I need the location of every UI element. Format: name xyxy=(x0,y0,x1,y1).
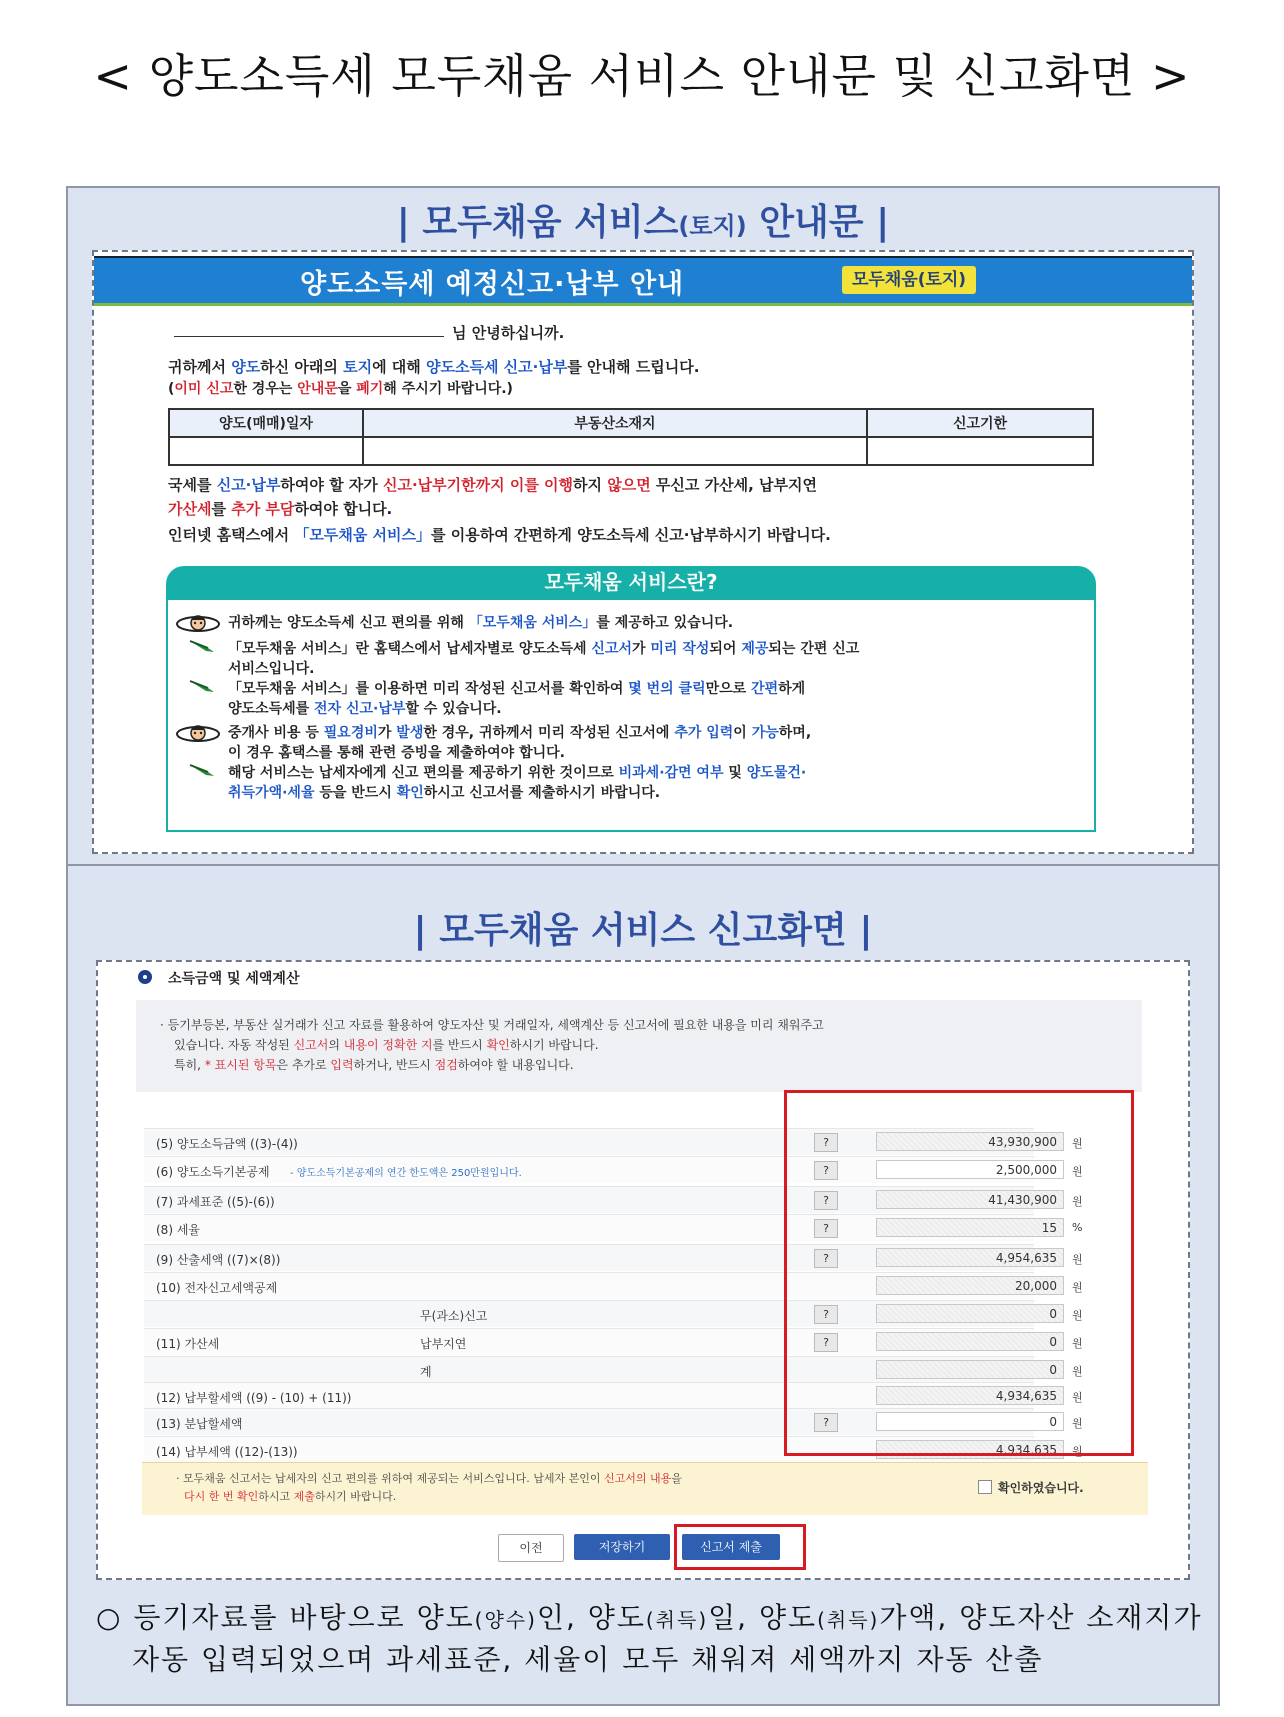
text-segment: 을 xyxy=(671,1472,682,1485)
amount-field: 43,930,900 xyxy=(876,1132,1064,1151)
amount-field: 0 xyxy=(876,1360,1064,1379)
text-segment: 귀하께서 xyxy=(168,358,232,376)
text-segment: 하여야 할 내용입니다. xyxy=(457,1058,574,1072)
text-segment: 중개사 비용 등 xyxy=(228,725,324,741)
service-item-line xyxy=(228,658,314,678)
text-segment: 이미 신고 xyxy=(174,381,234,397)
text-segment: 양도물건· xyxy=(746,765,807,781)
text-segment: 를 안내해 드립니다. xyxy=(567,358,700,376)
text-segment: 확인 xyxy=(486,1038,510,1052)
table-header-date: 양도(매매)일자 xyxy=(169,409,363,437)
help-button[interactable]: ? xyxy=(814,1305,838,1324)
row-label: (11) 가산세 xyxy=(156,1337,220,1351)
amount-field: 4,934,635 xyxy=(876,1386,1064,1405)
row-label: (13) 분납할세액 xyxy=(156,1417,243,1431)
confirm-line-2 xyxy=(184,1488,396,1504)
table-cell-location xyxy=(363,437,867,465)
unit-label: 원 xyxy=(1072,1365,1083,1378)
text-segment: 을 xyxy=(337,381,357,397)
text-segment: 및 xyxy=(723,765,747,781)
unit-label: 원 xyxy=(1072,1337,1083,1350)
amount-field[interactable]: 2,500,000 xyxy=(876,1160,1064,1179)
confirm-line-1 xyxy=(176,1470,682,1486)
warning-line-3 xyxy=(168,524,831,545)
info-line-3 xyxy=(174,1056,574,1073)
text-segment: 하거나, 반드시 xyxy=(353,1058,435,1072)
row-label: (8) 세율 xyxy=(156,1223,200,1237)
row-label: (7) 과세표준 ((5)-(6)) xyxy=(156,1195,275,1209)
table-cell-date xyxy=(169,437,363,465)
text-segment: (취득) xyxy=(817,1608,880,1632)
unit-label: 원 xyxy=(1072,1253,1083,1266)
report-section-title: | 모두채움 서비스 신고화면 | xyxy=(413,910,873,951)
text-segment: ○ 등기자료를 바탕으로 양도 xyxy=(96,1601,475,1634)
text-segment: (취득) xyxy=(645,1608,709,1632)
text-segment: 몇 번의 클릭 xyxy=(628,681,706,697)
amount-field: 0 xyxy=(876,1304,1064,1323)
text-segment: 은 추가로 xyxy=(276,1058,331,1072)
unit-label: 원 xyxy=(1072,1417,1083,1430)
text-segment: 전자 신고·납부 xyxy=(314,701,406,717)
text-segment: 가능 xyxy=(751,725,779,741)
text-segment: 하시기 바랍니다. xyxy=(314,1490,397,1503)
unit-label: 원 xyxy=(1072,1309,1083,1322)
table-header-deadline: 신고기한 xyxy=(867,409,1093,437)
text-segment: 양도소득세를 xyxy=(228,701,315,717)
text-segment: 제공 xyxy=(741,641,769,657)
text-segment: 신고서의 내용 xyxy=(604,1472,672,1485)
text-segment: 서비스입니다. xyxy=(228,661,315,677)
notice-table xyxy=(168,408,1094,466)
submit-button[interactable]: 신고서 제출 xyxy=(682,1534,780,1560)
text-segment: 해당 서비스는 납세자에게 신고 편의를 제공하기 위한 것이므로 xyxy=(228,765,619,781)
text-segment: 「모두채움 서비스」란 홈택스에서 납세자별로 양도소득세 xyxy=(228,641,592,657)
help-button[interactable]: ? xyxy=(814,1249,838,1268)
highlight-box xyxy=(784,1090,1134,1456)
amount-field[interactable]: 0 xyxy=(876,1412,1064,1431)
text-segment: 하시고 xyxy=(258,1490,294,1503)
row-sublabel: 납부지연 xyxy=(420,1337,467,1351)
row-label: (6) 양도소득기본공제 xyxy=(156,1165,270,1179)
text-segment: 등을 반드시 xyxy=(314,785,397,801)
text-segment: 한 경우는 xyxy=(233,381,298,397)
text-segment: 의 xyxy=(328,1038,344,1052)
text-segment: 폐기 xyxy=(356,381,384,397)
text-segment: 「모두채움 서비스」 xyxy=(294,526,432,544)
calc-header: 소득금액 및 세액계산 xyxy=(168,971,300,987)
submit-highlight-box xyxy=(674,1524,806,1570)
text-segment: 특히, xyxy=(174,1058,205,1072)
prev-button[interactable]: 이전 xyxy=(498,1534,564,1562)
text-segment: 해 주시기 바랍니다.) xyxy=(383,381,513,397)
notice-section-title xyxy=(66,194,1220,245)
amount-field: 20,000 xyxy=(876,1276,1064,1295)
help-button[interactable]: ? xyxy=(814,1333,838,1352)
text-segment: 확인 xyxy=(396,785,424,801)
text-segment: 취득가액·세율 xyxy=(228,785,315,801)
text-segment: 다시 한 번 확인 xyxy=(184,1490,259,1503)
text-segment: 만으로 xyxy=(705,681,752,697)
service-title: 모두채움 서비스란? xyxy=(166,566,1096,598)
pen-icon xyxy=(188,678,216,698)
unit-label: 원 xyxy=(1072,1137,1083,1150)
text-segment: 하여야 할 자가 xyxy=(280,476,383,494)
service-item-line xyxy=(228,678,805,698)
text-segment: 하신 아래의 xyxy=(260,358,344,376)
save-button[interactable]: 저장하기 xyxy=(574,1534,670,1560)
help-button[interactable]: ? xyxy=(814,1413,838,1432)
unit-label: 원 xyxy=(1072,1195,1083,1208)
text-segment: 인터넷 홈택스에서 xyxy=(168,526,295,544)
warning-line-2 xyxy=(168,498,392,519)
notice-line-1 xyxy=(168,356,699,377)
service-item-line xyxy=(228,722,811,742)
text-segment: 하여야 합니다. xyxy=(294,500,393,518)
service-item-line xyxy=(228,638,859,658)
text-segment: 신고서 xyxy=(591,641,632,657)
help-button[interactable]: ? xyxy=(814,1191,838,1210)
text-segment: 에 대해 xyxy=(372,358,426,376)
pen-icon xyxy=(188,762,216,782)
text-segment: 국세를 xyxy=(168,476,217,494)
text-segment: 되는 간편 신고 xyxy=(768,641,860,657)
text-segment: 않으면 xyxy=(607,476,651,494)
row-note: - 양도소득기본공제의 연간 한도액은 250만원입니다. xyxy=(290,1168,522,1179)
text-segment: 인, 양도 xyxy=(536,1601,646,1634)
pen-icon xyxy=(188,638,216,658)
unit-label: 원 xyxy=(1072,1281,1083,1294)
help-button[interactable]: ? xyxy=(814,1161,838,1180)
text-segment: 양도소득세 신고·납부 xyxy=(425,358,568,376)
help-button[interactable]: ? xyxy=(814,1133,838,1152)
amount-field: 15 xyxy=(876,1218,1064,1237)
service-item-line xyxy=(228,612,733,632)
text-segment: 안내문 xyxy=(297,381,338,397)
unit-label: % xyxy=(1072,1221,1083,1234)
text-segment: 한 경우, 귀하께서 미리 작성된 신고서에 xyxy=(423,725,675,741)
text-segment: 가산세 xyxy=(168,500,212,518)
text-segment: 가 xyxy=(632,641,651,657)
notice-header: 양도소득세 예정신고·납부 안내 xyxy=(300,269,685,300)
text-segment: 이 경우 홈택스를 통해 관련 증빙을 제출하여야 합니다. xyxy=(228,745,565,761)
text-segment: 제출 xyxy=(293,1490,315,1503)
text-segment: 귀하께는 양도소득세 신고 편의를 위해 xyxy=(228,615,469,631)
text-segment: 를 제공하고 있습니다. xyxy=(596,615,734,631)
row-label: (9) 산출세액 ((7)×(8)) xyxy=(156,1253,281,1267)
text-segment: 토지 xyxy=(343,358,373,376)
text-segment: 양도 xyxy=(231,358,261,376)
unit-label: 원 xyxy=(1072,1391,1083,1404)
text-segment: 신고·납부 xyxy=(216,476,281,494)
name-blank-line xyxy=(174,336,444,337)
notice-line-2 xyxy=(168,378,513,398)
service-item-line xyxy=(228,762,806,782)
table-cell-deadline xyxy=(867,437,1093,465)
text-segment: ( xyxy=(168,381,175,397)
text-segment: 하시기 바랍니다. xyxy=(509,1038,599,1052)
text-segment: 내용이 정확한 지 xyxy=(343,1038,433,1052)
row-sublabel: 계 xyxy=(420,1365,432,1379)
text-segment: 하지 xyxy=(573,476,608,494)
text-segment: (양수) xyxy=(474,1608,537,1632)
info-line-1: · 등기부등본, 부동산 실거래가 신고 자료를 활용하여 양도자산 및 거래일자, 세액계산 등 신고서에 필요한 내용을 미리 채워주고 xyxy=(160,1018,824,1032)
notice-badge: 모두채움(토지) xyxy=(842,266,976,294)
face-icon xyxy=(176,612,220,638)
text-segment: 를 xyxy=(211,500,232,518)
text-segment: 하게 xyxy=(778,681,806,697)
text-segment: 가액, 양도자산 소재지가 xyxy=(879,1601,1203,1634)
text-segment: 추가 부담 xyxy=(231,500,295,518)
row-sublabel: 무(과소)신고 xyxy=(420,1309,488,1323)
page-title: < 양도소득세 모두채움 서비스 안내문 및 신고화면 > xyxy=(93,49,1191,103)
text-segment: 입력 xyxy=(330,1058,354,1072)
text-segment: 점검 xyxy=(434,1058,458,1072)
text-segment: · 모두채움 신고서는 납세자의 신고 편의를 위하여 제공되는 서비스입니다. 납세자 본인이 xyxy=(176,1472,604,1485)
row-label: (14) 납부세액 ((12)-(13)) xyxy=(156,1445,298,1459)
text-segment: 간편 xyxy=(751,681,779,697)
text-segment: 하며, xyxy=(778,725,812,741)
notice-title-small: (토지) xyxy=(678,212,747,240)
text-segment: 무신고 가산세, 납부지연 xyxy=(650,476,817,494)
text-segment: 비과세·감면 여부 xyxy=(618,765,724,781)
row-label: (5) 양도소득금액 ((3)-(4)) xyxy=(156,1137,298,1151)
confirm-checkbox[interactable] xyxy=(978,1480,992,1494)
face-icon xyxy=(176,722,220,748)
warning-line-1 xyxy=(168,474,817,495)
text-segment: 신고·납부기한까지 이를 이행 xyxy=(382,476,574,494)
footer-line-1 xyxy=(96,1596,1203,1636)
row-label: (12) 납부할세액 ((9) - (10) + (11)) xyxy=(156,1391,352,1405)
row-label: (10) 전자신고세액공제 xyxy=(156,1281,278,1295)
text-segment: 미리 작성 xyxy=(650,641,710,657)
notice-title-prefix: | 모두채움 서비스 xyxy=(396,202,679,243)
text-segment: 추가 입력 xyxy=(674,725,734,741)
text-segment: 필요경비 xyxy=(323,725,378,741)
text-segment: * 표시된 항목 xyxy=(204,1058,277,1072)
info-line-2 xyxy=(174,1036,599,1053)
help-button[interactable]: ? xyxy=(814,1219,838,1238)
text-segment: 를 이용하여 간편하게 양도소득세 신고·납부하시기 바랍니다. xyxy=(431,526,831,544)
text-segment: 할 수 있습니다. xyxy=(405,701,502,717)
text-segment: 있습니다. 자동 작성된 xyxy=(174,1038,294,1052)
greeting: 님 안녕하십니까. xyxy=(452,324,565,342)
service-item-line xyxy=(228,698,502,718)
amount-field: 41,430,900 xyxy=(876,1190,1064,1209)
text-segment: 되어 xyxy=(709,641,742,657)
section-divider xyxy=(66,864,1220,866)
table-header-location: 부동산소재지 xyxy=(363,409,867,437)
text-segment: 하시고 신고서를 제출하시기 바랍니다. xyxy=(423,785,661,801)
amount-field: 4,954,635 xyxy=(876,1248,1064,1267)
confirm-checkbox-label: 확인하였습니다. xyxy=(998,1481,1084,1495)
text-segment: 「모두채움 서비스」를 이용하면 미리 작성된 신고서를 확인하여 xyxy=(228,681,629,697)
unit-label: 원 xyxy=(1072,1445,1083,1458)
text-segment: 일, 양도 xyxy=(708,1601,818,1634)
text-segment: 신고서 xyxy=(293,1038,329,1052)
text-segment: 이 xyxy=(733,725,752,741)
unit-label: 원 xyxy=(1072,1165,1083,1178)
amount-field: 0 xyxy=(876,1332,1064,1351)
text-segment: 가 xyxy=(377,725,397,741)
text-segment: 를 반드시 xyxy=(432,1038,487,1052)
text-segment: 「모두채움 서비스」 xyxy=(468,615,597,631)
text-segment: 발생 xyxy=(396,725,424,741)
notice-title-suffix: 안내문 | xyxy=(759,202,890,243)
footer-line-2: 자동 입력되었으며 과세표준, 세율이 모두 채워져 세액까지 자동 산출 xyxy=(132,1643,1044,1676)
amount-field: 4,934,635 xyxy=(876,1440,1064,1459)
service-item-line xyxy=(228,782,660,802)
service-item-line xyxy=(228,742,565,762)
